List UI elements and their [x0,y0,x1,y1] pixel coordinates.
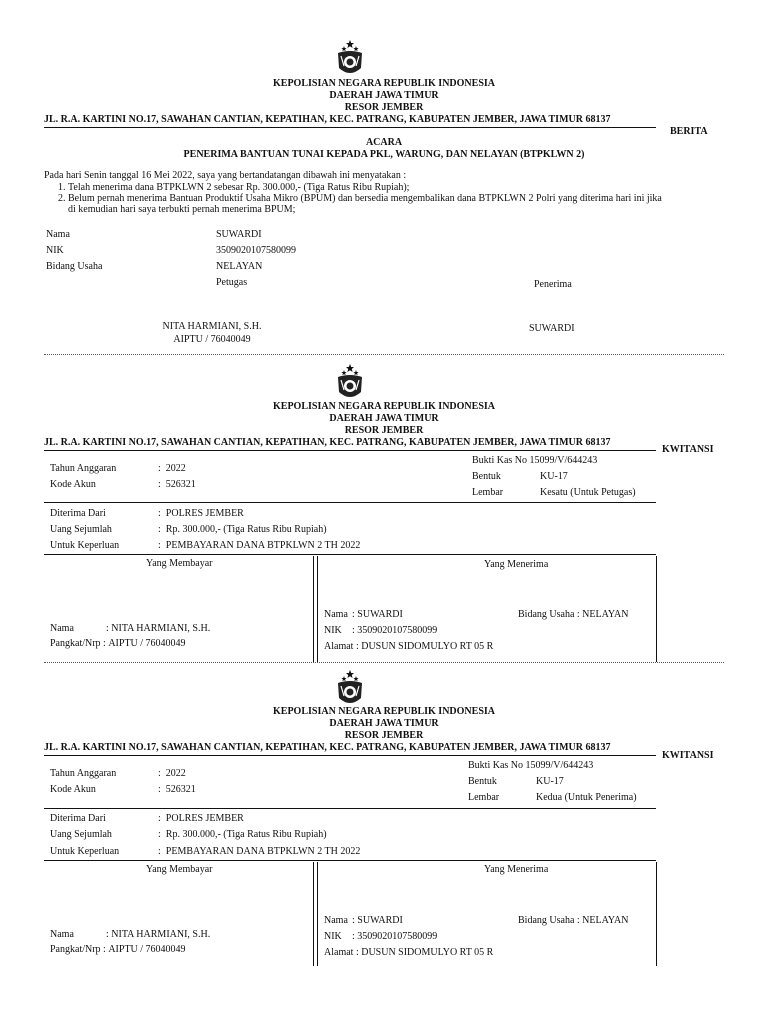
uang-value: : Rp. 300.000,- (Tiga Ratus Ribu Rupiah) [158,829,327,840]
kode-value: : 526321 [158,784,196,795]
header-line2: DAERAH JAWA TIMUR [329,718,439,729]
list-item: 1. Telah menerima dana BTPKLWN 2 sebesar Rp. 300.000,- (Tiga Ratus Ribu Rupiah); [68,182,724,193]
rcv-nama-label: Nama [324,915,348,926]
lembar-value: Kedua (Untuk Penerima) [536,792,637,803]
menerima-label: Yang Menerima [484,559,549,570]
rcv-nik: : 3509020107580099 [352,931,438,942]
lembar-label: Lembar [468,792,500,803]
divider [44,860,656,861]
payer-pangkat: Pangkat/Nrp : AIPTU / 76040049 [50,944,186,955]
column-divider [313,862,318,966]
tahun-value: : 2022 [158,768,186,779]
header-address: JL. R.A. KARTINI NO.17, SAWAHAN CANTIAN, KEPATIHAN, KEC. PATRANG, KABUPATEN JEMBER, JAWA TIMUR 68137 [44,114,611,125]
header-line1: KEPOLISIAN NEGARA REPUBLIK INDONESIA [273,78,495,89]
header-rule [44,127,656,128]
untuk-label: Untuk Keperluan [50,540,120,551]
bentuk-label: Bentuk [472,471,501,482]
rcv-alamat: Alamat : DUSUN SIDOMULYO RT 05 R [324,641,494,652]
tahun-value: : 2022 [158,463,186,474]
field-value-nama: SUWARDI [216,229,262,240]
header-line3: RESOR JEMBER [344,425,424,436]
dari-value: : POLRES JEMBER [158,813,244,824]
dari-value: : POLRES JEMBER [158,508,244,519]
petugas-label: Petugas [216,277,248,288]
untuk-value: : PEMBAYARAN DANA BTPKLWN 2 TH 2022 [158,540,361,551]
bentuk-value: KU-17 [536,776,564,787]
uang-label: Uang Sejumlah [50,829,112,840]
divider [44,808,656,809]
payer-pangkat: Pangkat/Nrp : AIPTU / 76040049 [50,638,186,649]
header-line2: DAERAH JAWA TIMUR [329,413,439,424]
header-rule [44,755,656,756]
payer-nama: : NITA HARMIANI, S.H. [106,623,211,634]
header-address: JL. R.A. KARTINI NO.17, SAWAHAN CANTIAN, KEPATIHAN, KEC. PATRANG, KABUPATEN JEMBER, JAWA TIMUR 68137 [44,437,611,448]
uang-value: : Rp. 300.000,- (Tiga Ratus Ribu Rupiah) [158,524,327,535]
berita-title1: ACARA [365,137,403,148]
police-emblem-icon [335,670,365,708]
rcv-bidang: Bidang Usaha : NELAYAN [518,915,629,926]
field-label-bidang: Bidang Usaha [46,261,103,272]
tahun-label: Tahun Anggaran [50,463,117,474]
box-edge [656,862,657,966]
rcv-nik: : 3509020107580099 [352,625,438,636]
cut-line [44,662,724,663]
berita-title2: PENERIMA BANTUAN TUNAI KEPADA PKL, WARUNG, DAN NELAYAN (BTPKLWN 2) [183,149,585,160]
petugas-name: NITA HARMIANI, S.H. [162,321,262,332]
bentuk-value: KU-17 [540,471,568,482]
divider [44,554,656,555]
header-rule [44,450,656,451]
payer-nama-label: Nama [50,623,74,634]
kwitansi-tag: KWITANSI [662,444,714,455]
field-label-nik: NIK [46,245,64,256]
header-address: JL. R.A. KARTINI NO.17, SAWAHAN CANTIAN, KEPATIHAN, KEC. PATRANG, KABUPATEN JEMBER, JAWA TIMUR 68137 [44,742,611,753]
divider [44,502,656,503]
police-emblem-icon [335,364,365,402]
kwitansi-tag: KWITANSI [662,750,714,761]
lembar-label: Lembar [472,487,504,498]
column-divider [313,556,318,662]
rcv-nama: : SUWARDI [352,915,403,926]
uang-label: Uang Sejumlah [50,524,112,535]
petugas-rank: AIPTU / 76040049 [173,334,251,345]
menerima-label: Yang Menerima [484,864,549,875]
membayar-label: Yang Membayar [146,864,213,875]
header-line1: KEPOLISIAN NEGARA REPUBLIK INDONESIA [273,401,495,412]
rcv-nama-label: Nama [324,609,348,620]
bentuk-label: Bentuk [468,776,497,787]
field-label-nama: Nama [46,229,70,240]
kode-label: Kode Akun [50,479,96,490]
dari-label: Diterima Dari [50,813,106,824]
berita-tag: BERITA [670,126,708,137]
berita-list [44,182,724,215]
lembar-value: Kesatu (Untuk Petugas) [540,487,636,498]
header-line3: RESOR JEMBER [344,730,424,741]
cut-line [44,354,724,355]
untuk-value: : PEMBAYARAN DANA BTPKLWN 2 TH 2022 [158,846,361,857]
membayar-label: Yang Membayar [146,558,213,569]
kode-label: Kode Akun [50,784,96,795]
rcv-nik-label: NIK [324,931,342,942]
dari-label: Diterima Dari [50,508,106,519]
penerima-label: Penerima [534,279,572,290]
rcv-bidang: Bidang Usaha : NELAYAN [518,609,629,620]
field-value-nik: 3509020107580099 [216,245,296,256]
rcv-nik-label: NIK [324,625,342,636]
payer-nama: : NITA HARMIANI, S.H. [106,929,211,940]
kode-value: : 526321 [158,479,196,490]
bukti-kas: Bukti Kas No 15099/V/644243 [472,455,598,466]
police-emblem-icon [335,40,365,78]
box-edge [656,556,657,662]
header-line2: DAERAH JAWA TIMUR [329,90,439,101]
tahun-label: Tahun Anggaran [50,768,117,779]
bukti-kas: Bukti Kas No 15099/V/644243 [468,760,594,771]
header-line1: KEPOLISIAN NEGARA REPUBLIK INDONESIA [273,706,495,717]
list-item: 2. Belum pernah menerima Bantuan Produktif Usaha Mikro (BPUM) dan bersedia mengembalikan dana BTPKLWN 2 Polri yang diterima hari ini jika di kemudian hari saya terbukti pernah menerima BPUM; [68,193,724,215]
header-line3: RESOR JEMBER [344,102,424,113]
rcv-alamat: Alamat : DUSUN SIDOMULYO RT 05 R [324,947,494,958]
untuk-label: Untuk Keperluan [50,846,120,857]
penerima-name: SUWARDI [529,323,575,334]
field-value-bidang: NELAYAN [216,261,263,272]
payer-nama-label: Nama [50,929,74,940]
berita-intro: Pada hari Senin tanggal 16 Mei 2022, saya yang bertandatangan dibawah ini menyatakan : [44,170,407,181]
rcv-nama: : SUWARDI [352,609,403,620]
